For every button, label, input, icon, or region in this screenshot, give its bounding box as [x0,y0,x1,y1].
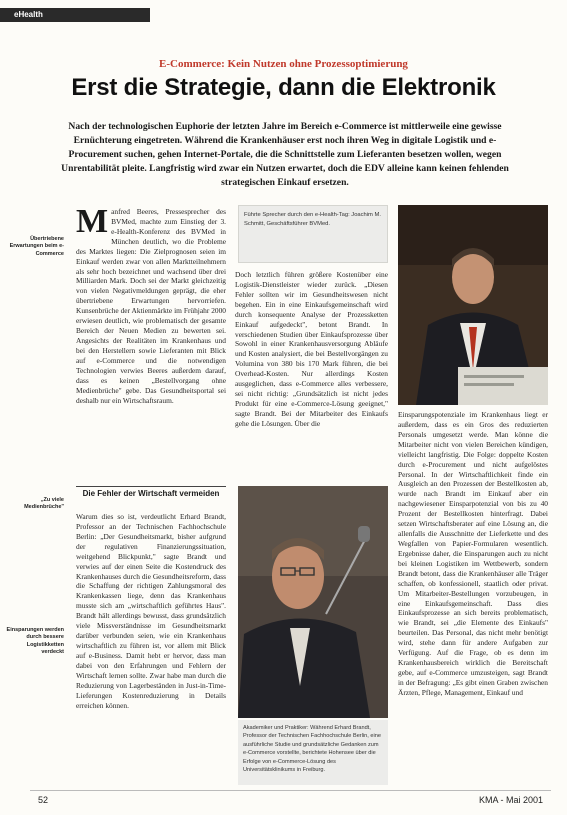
section-tab: eHealth [0,8,150,22]
body-text: Einsparungspotenziale im Krankenhaus liegt er außerdem, dass es ein Gros des reduzierten Personals umgesetzt werde. Man könne die Mitarbeiter nicht von vielen Bereichen kündigen, vielleicht langfristig. Die Folge: doppelte Kosten durch e-Procurement und nicht aufgelöstes Personal. In der Wirtschaftlichkeit finde ein Ausgleich an den Prozessen der Bestellkosten ab, wurde nach Brandt im Einkauf aber ein nachgewiesener Einsparpotenzial von bis zu 40 Prozent der Bestellkosten hinterfragt. Dabei setzen Wirtschaftsberater auf eine Lösung an, die allenfalls die Ausschnitte der Lieferkette und des Wegfallen von Papier-Formularen wesentlich. Ergebnisse daher, die Einsparungen auch zu nicht bei kleinen Logistiken im Wettbewerb, sondern Brandt betont, dass die Krankenhäuser alle Träger schaffen, ob konfessionell, staatlich oder privat. Um Mitarbeiter-Bestellungen vorzubeugen, in eine Einkaufsgemeinschaft. Dass dies Einkaufsprozesse an sich bereits problematisch, wie Brandt, sei „die Elemente des Einkaufs" beurteilen. Das Personal, das nicht mehr benötigt wird, stehe dann für andere Aufgaben zur Verfügung. Auf die Frage, ob es denn im Krankenhausbereich wirklich die Bereitschaft gebe, auf e-Commerce umzusteigen, sagt Brandt in der Befragung: „Es gibt einen Graben zwischen Ärzten, Pflege, Management, Einkauf und [398,410,548,697]
body-text: Doch letztlich führen größere Kostenüber eine Logistik-Dienstleister wieder zurück. „Diesen Fehler sollten wir im Gesundheitswesen nicht begehen. Ein in eine Einkaufsgemeinschaft wird durch konsequente Analyse der Prozessketten Einkauf aufgedeckt", betont Brandt. In verschiedenen Studien über Einkaufsprozesse über Sowohl in einer Krankenhausversorgung Abläufe und Kosten analysiert, die bei Bestellvorgängen zu Volumina von 380 bis 170 Mark führen, die bei Overhead-Kosten. Nur allerdings Kosten ausgeglichen, dass e-Commerce alles verbessere, sei nicht richtig: „Grundsätzlich ist nicht jedes Produkt für eine e-Commerce-Lösung geeignet," sagte Brandt. Bei der Mitarbeiter des Einkaufs gehe die Lösungen. Über die [235,270,388,428]
headline: Erst die Strategie, dann die Elektronik [71,74,496,101]
lead-paragraph: Nach der technologischen Euphorie der letzten Jahre im Bereich e-Commerce ist mittlerweile eine gewisse Ernüchterung eingetreten. Während die Krankenhäuser erst noch ihren Weg in digitale Logistik und e-Procurement suchen, gehen Internet-Portale, die die Schnittstelle zum Lieferanten besetzen wollen, wegen Unrentabilität pleite. Langfristig wird zwar ein Nutzen erwartet, doch die EDV alleine kann keinen fehlenden strategischen Einkauf ersetzen. [61,121,509,188]
marginal-note: „Zu viele Medienbrüche" [24,497,64,511]
photo-caption: Akademiker und Praktiker: Während Erhard Brandt, Professor der Technischen Fachhochschule Berlin, eine ausführliche Studie und grundsätzliche Gedanken zum e-Commerce vorstellte, berichtete Hohensee über die Erfolge von e-Commerce-Lösung des Universitätsklinikums in Freiburg. [238,720,388,785]
body-text: Warum dies so ist, verdeutlicht Erhard Brandt, Professor an der Technischen Fachhochschule Berlin: „Der Gesundheitsmarkt, bisher aufgrund der regulativen Finanzierungssituation, weitgehend Blickpunkt," sagte Brandt und verwies auf der einen Seite die Kostendruck des Krankenhauses durch die Gesundheitsreform, dass die Schaffung der richtigen Zahlungsmoral des Krankenkassen liege, denn das Krankenhaus musste sich am „wirtschaftlich geführtes Haus". Brandt hält allerdings bewusst, dass grundsätzlich viele Missverständnisse im Gesundheitsmarkt darüber verbunden seien, wie ein Krankenhaus wirtschaftlich zu führen ist, vor allem mit Blick auf e-Business. Damit hebt er hervor, dass man dabei von den Erfahrungen und Fehlern der Wirtschaft lernen sollte. Zwar habe man durch die Reduzierung von Lagerbeständen in Just-in-Time-Lieferungen Kostenreduzierung in Details erreichen können. [76,512,226,710]
footer-rule [30,790,551,791]
portrait-photo [398,205,548,405]
page-number: 52 [38,795,49,805]
body-text: anfred Beeres, Pressesprecher des BVMed, machte zum Einstieg der 3. e-Health-Konferenz des BVMed in München deutlich, wo die Probleme des Marktes liegen: Die Zielprognosen seien im Einkauf werden zwar von allen Marktteilnehmern als sehr hoch bezeichnet und wachsend über drei Milliarden Mark. Doch sei der Markt gleichzeitig von vielen Negativmeldungen geprägt, die eher übertriebene Erwartungen hervorriefen. Kunsenbrüche der Aktienmärkte im Frühjahr 2000 erwiesen deutlich, wie problematisch der gesamte Bereich der Neuen Medien zu bewerten sei. Angesichts der Realitäten im Krankenhaus und bei den Herstellern sowie Lieferanten mit Blick auf e-Commerce und die notwendigen Technologien verwies Beeres außerdem darauf, dass es keinen „Bestellvorgang ohne Medienbrüche" gebe. Das Gesundheitsportal sei deshalb nur ein Wirtschaftsraum. [76,207,226,405]
body-column-3 [398,410,548,783]
marginal-note: Übertriebene Erwartungen beim e-Commerce [9,236,64,257]
speaker-photo-art [238,486,388,718]
body-column-2 [235,270,388,482]
drop-cap: M [76,207,109,240]
marginal-note: Einsparungen werden durch bessere Logistikketten verdeckt [6,627,64,656]
issue-label: KMA - Mai 2001 [478,795,543,805]
speaker-photo [238,486,388,718]
portrait-photo-art [398,205,548,405]
body-column-1 [76,207,226,475]
photo-caption: Führte Sprecher durch den e-Health-Tag: Joachim M. Schmitt, Geschäftsführer BVMed. [238,205,388,263]
body-column-1-continued [76,512,226,782]
subheading: Die Fehler der Wirtschaft vermeiden [76,486,226,499]
kicker: E-Commerce: Kein Nutzen ohne Prozessoptimierung [159,58,408,70]
